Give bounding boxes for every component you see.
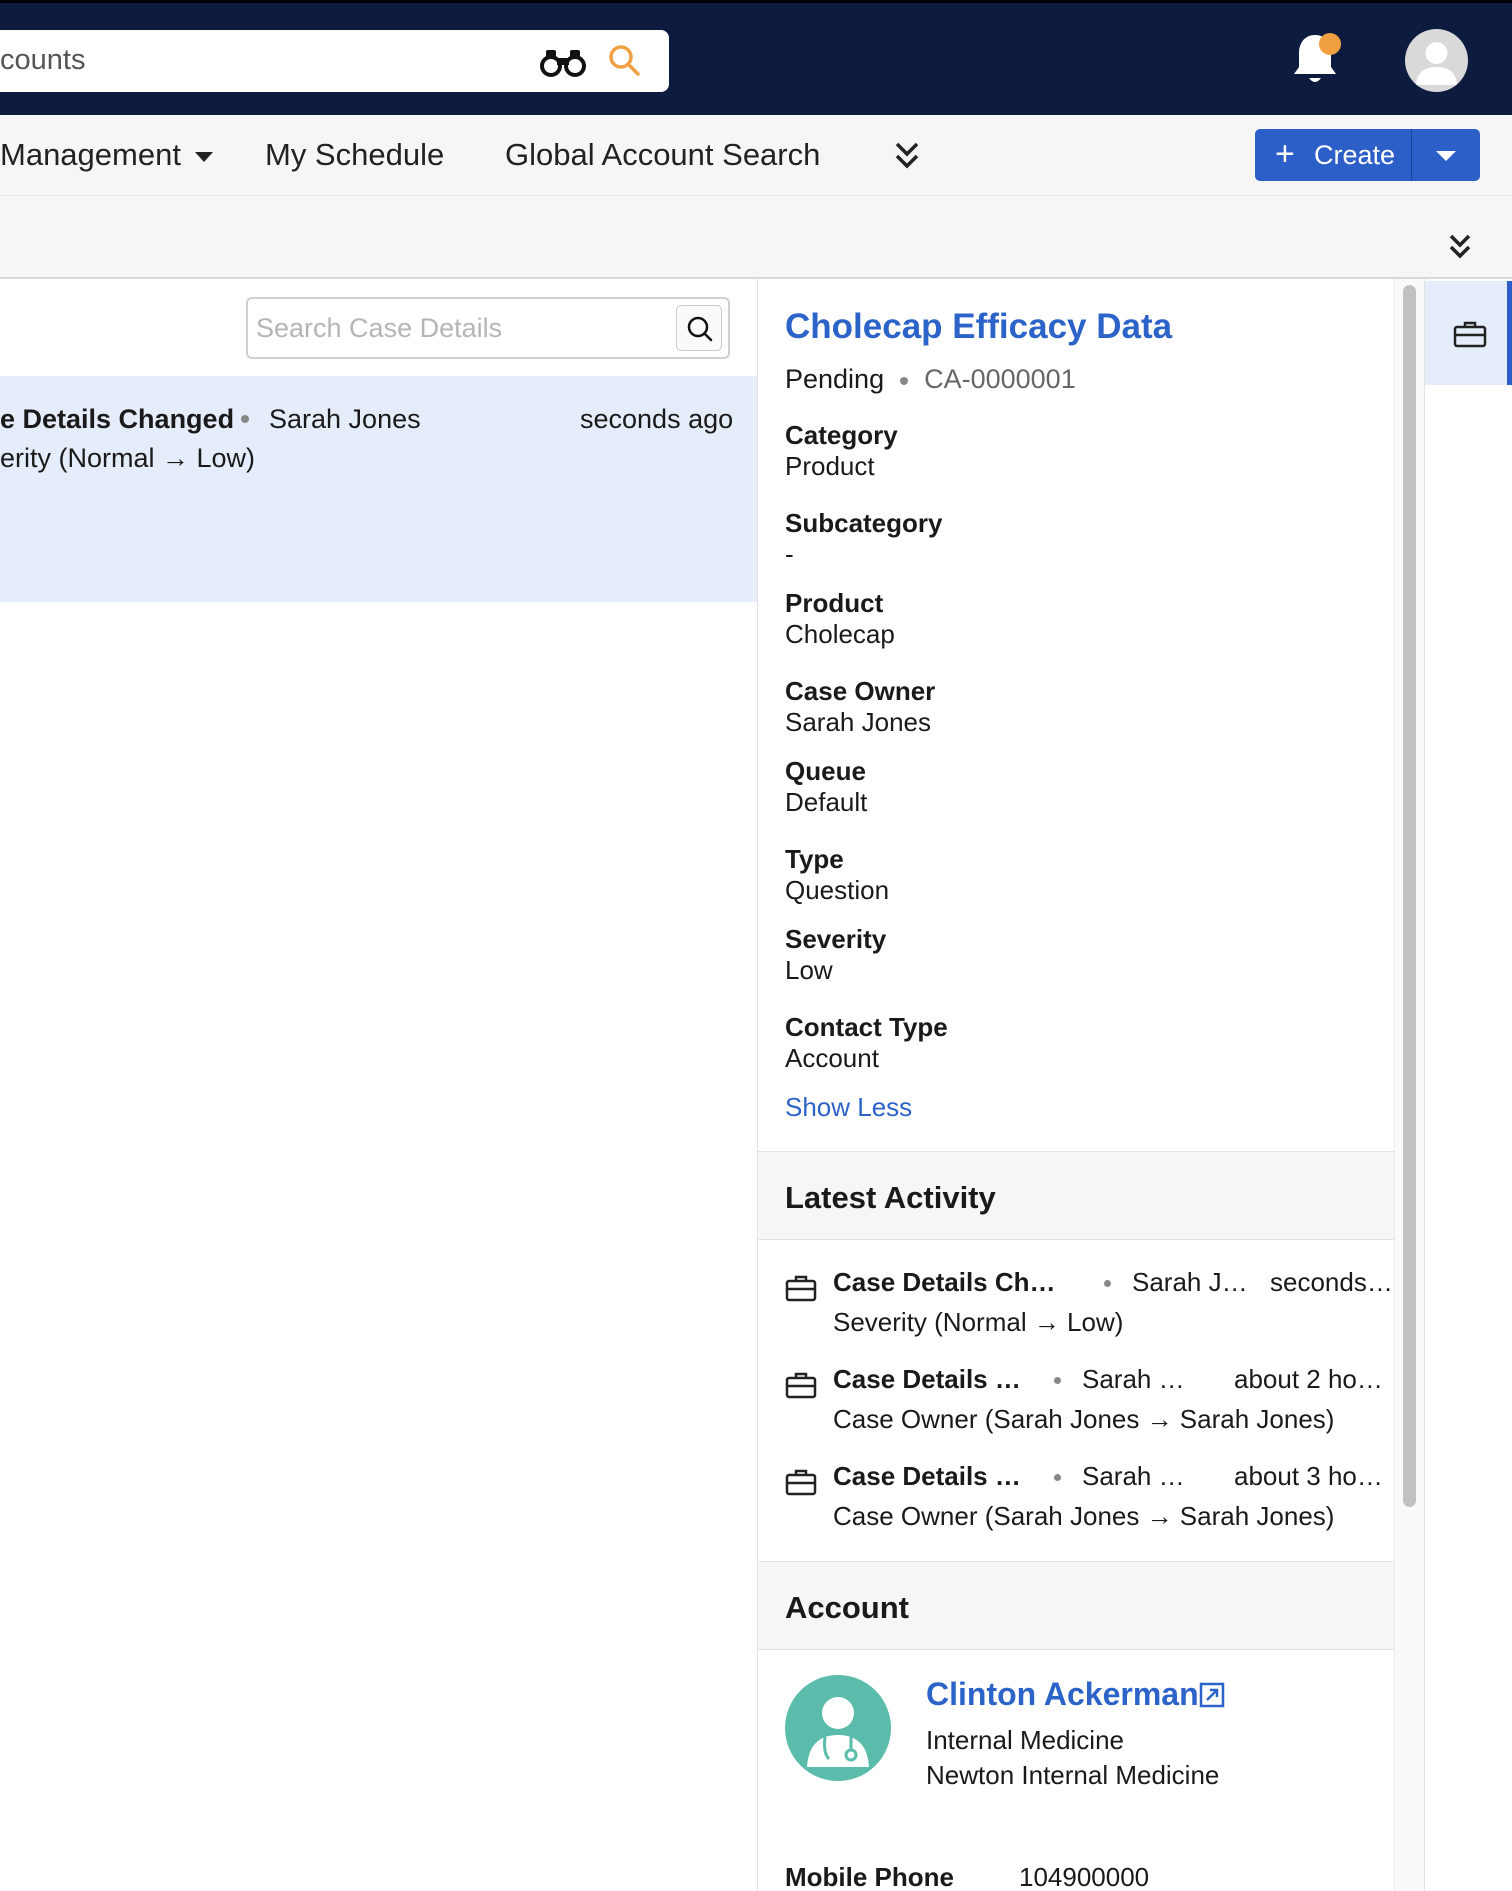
account-header [758, 1561, 1395, 1650]
latest-activity-item[interactable] [785, 1461, 1383, 1541]
mobile-phone-label: Mobile Phone [785, 1862, 954, 1891]
case-status-line [785, 364, 1076, 395]
global-search-text[interactable]: counts [0, 44, 86, 76]
latest-activity-heading: Latest Activity [785, 1180, 996, 1215]
global-search-box[interactable] [0, 30, 669, 92]
scrollbar-thumb[interactable] [1403, 285, 1416, 1507]
notification-dot [1319, 33, 1341, 55]
separator-dot [1054, 1377, 1061, 1384]
case-title[interactable]: Cholecap Efficacy Data [785, 307, 1173, 346]
briefcase-icon [785, 1273, 817, 1303]
latest-activity-header [758, 1151, 1395, 1240]
activity-time: seconds ago [580, 404, 734, 434]
activity-time: about 2 ho… [1234, 1364, 1383, 1394]
latest-activity-item[interactable] [785, 1364, 1383, 1444]
briefcase-icon [785, 1370, 817, 1400]
create-dropdown-icon[interactable] [1436, 151, 1456, 161]
field-label: Severity [785, 924, 887, 954]
activity-author: Sarah Jones [269, 404, 421, 434]
field-value: Low [785, 955, 833, 985]
user-avatar-icon[interactable] [1405, 29, 1468, 92]
field-label: Type [785, 844, 844, 874]
account-practice: Newton Internal Medicine [926, 1760, 1220, 1790]
field-type [785, 844, 889, 906]
top-bar [0, 0, 1512, 115]
field-case-owner [785, 676, 935, 738]
separator-dot [1054, 1474, 1061, 1481]
separator-dot [900, 377, 908, 385]
binoculars-icon[interactable] [540, 46, 586, 78]
field-label: Case Owner [785, 676, 936, 706]
briefcase-icon [785, 1467, 817, 1497]
rail-tab-case[interactable] [1425, 281, 1512, 385]
nav-item-global-account-search[interactable]: Global Account Search [505, 137, 821, 172]
nav-bar [0, 115, 1512, 196]
case-activity-panel [0, 279, 757, 1891]
sub-bar [0, 196, 1512, 279]
account-heading: Account [785, 1590, 909, 1625]
field-contact-type [785, 1012, 948, 1074]
scrollbar[interactable] [1394, 279, 1424, 1891]
separator-dot [241, 415, 249, 423]
mobile-phone-value[interactable]: 104900000 [1019, 1862, 1150, 1891]
field-value: Question [785, 875, 890, 905]
field-severity [785, 924, 886, 986]
create-label: Create [1314, 140, 1396, 170]
separator-dot [1104, 1280, 1111, 1287]
activity-time: seconds… [1270, 1267, 1393, 1297]
activity-title: Case Details … [833, 1461, 1021, 1491]
external-link-icon[interactable] [1198, 1681, 1226, 1709]
activity-change: erity (Normal → Low) [0, 443, 256, 473]
activity-title: Case Details … [833, 1364, 1021, 1394]
caret-down-icon [195, 152, 213, 162]
field-queue [785, 756, 867, 818]
activity-row[interactable] [0, 376, 757, 602]
latest-activity-item[interactable] [785, 1267, 1393, 1347]
account-name-link[interactable]: Clinton Ackerman [926, 1676, 1199, 1712]
field-subcategory [785, 508, 943, 570]
account-specialty: Internal Medicine [926, 1725, 1124, 1755]
search-icon[interactable] [606, 42, 642, 78]
field-label: Contact Type [785, 1012, 948, 1042]
double-chevron-down-icon[interactable] [892, 139, 922, 173]
activity-change: Case Owner (Sarah Jones → Sarah Jones) [833, 1501, 1335, 1531]
activity-author: Sarah J… [1132, 1267, 1248, 1297]
right-rail [1424, 279, 1512, 1891]
activity-author: Sarah … [1082, 1364, 1185, 1394]
doctor-avatar-icon [785, 1675, 891, 1781]
activity-title: Case Details Ch… [833, 1267, 1056, 1297]
field-value: - [785, 539, 794, 569]
case-number: CA-0000001 [924, 364, 1076, 394]
field-value: Sarah Jones [785, 707, 931, 737]
field-value: Default [785, 787, 868, 817]
field-category [785, 420, 898, 482]
field-product [785, 588, 895, 650]
field-label: Queue [785, 756, 866, 786]
search-icon [677, 306, 723, 352]
case-detail-panel [757, 279, 1394, 1891]
case-search-placeholder[interactable]: Search Case Details [256, 313, 503, 343]
case-status: Pending [785, 364, 885, 394]
activity-author: Sarah … [1082, 1461, 1185, 1491]
field-value: Product [785, 451, 875, 481]
show-less-link[interactable]: Show Less [785, 1092, 913, 1122]
nav-item-my-schedule[interactable]: My Schedule [265, 137, 445, 172]
activity-title: e Details Changed [0, 404, 235, 434]
field-value: Account [785, 1043, 879, 1073]
field-label: Product [785, 588, 884, 618]
double-chevron-down-icon[interactable] [1445, 232, 1475, 262]
briefcase-icon [1453, 319, 1487, 349]
nav-item-management[interactable] [0, 137, 213, 173]
activity-change: Case Owner (Sarah Jones → Sarah Jones) [833, 1404, 1335, 1434]
activity-change: Severity (Normal → Low) [833, 1307, 1124, 1337]
divider [1411, 129, 1412, 181]
plus-icon: + [1275, 135, 1295, 173]
nav-item-label: Management [0, 137, 181, 172]
case-details-search[interactable] [246, 297, 730, 359]
activity-time: about 3 ho… [1234, 1461, 1383, 1491]
field-value: Cholecap [785, 619, 895, 649]
create-button[interactable] [1255, 129, 1480, 181]
field-label: Subcategory [785, 508, 943, 538]
field-label: Category [785, 420, 898, 450]
case-search-button[interactable] [676, 305, 722, 351]
